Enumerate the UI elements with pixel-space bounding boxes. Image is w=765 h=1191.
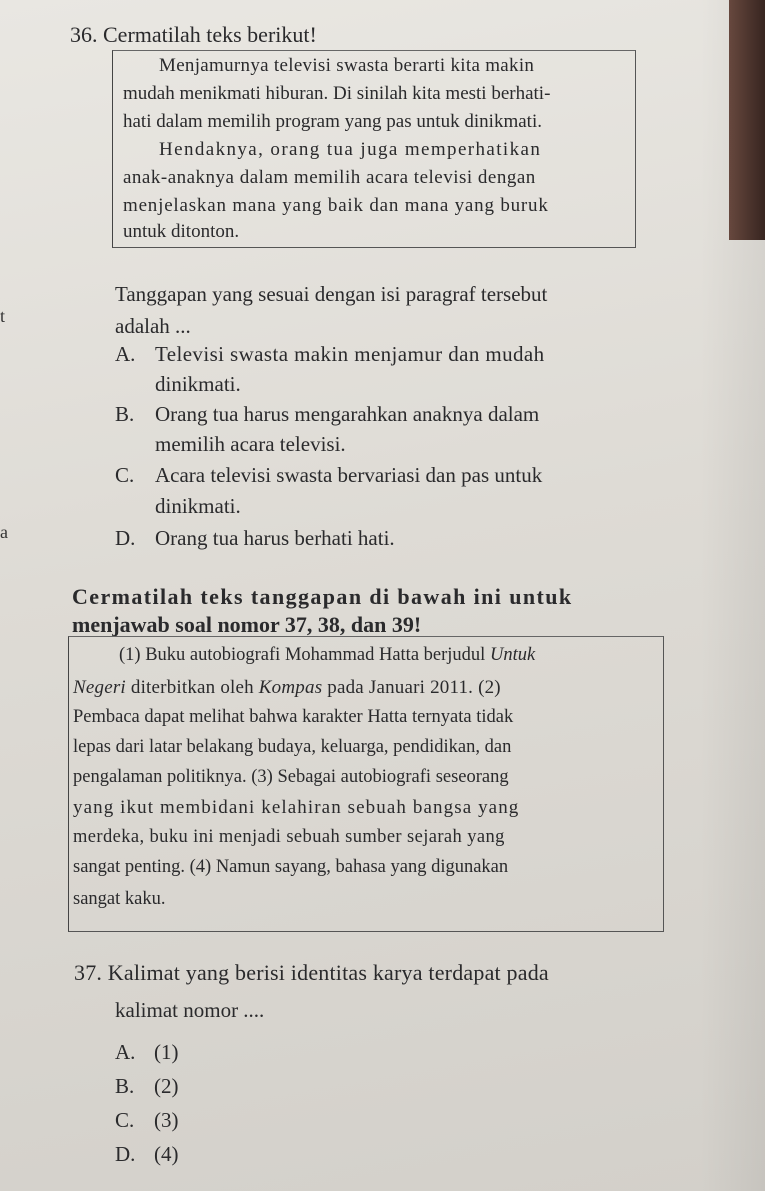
option-text: Acara televisi swasta bervariasi dan pas untuk — [155, 463, 543, 487]
passage-box — [68, 636, 664, 932]
option-letter: A. — [115, 342, 136, 366]
page-shadow — [700, 0, 765, 1191]
passage-line — [73, 677, 501, 699]
option-letter: C. — [115, 463, 135, 487]
option-text: (3) — [154, 1108, 179, 1132]
q36-stem-line: adalah ... — [115, 314, 191, 338]
q36-text-line: menjelaskan mana yang baik dan mana yang buruk — [123, 195, 549, 216]
question-37-stem-line: kalimat nomor .... — [115, 998, 265, 1022]
instruction-line: Cermatilah teks tanggapan di bawah ini untuk — [72, 584, 573, 609]
q36-text-line: Menjamurnya televisi swasta berarti kita makin — [159, 55, 535, 76]
q36-text-line: Hendaknya, orang tua juga memperhatikan — [159, 139, 542, 160]
option-letter: C. — [115, 1108, 135, 1132]
option-text: Orang tua harus berhati hati. — [155, 526, 395, 550]
margin-mark: a — [0, 522, 8, 542]
option-text: dinikmati. — [155, 372, 241, 396]
passage-line1-a: (1) Buku autobiografi Mohammad Hatta berjudul — [119, 645, 490, 665]
q36-text-box — [112, 50, 636, 248]
option-text: (2) — [154, 1074, 179, 1098]
q36-text-line: untuk ditonton. — [123, 221, 240, 242]
passage-line: lepas dari latar belakang budaya, keluarga, pendidikan, dan — [73, 737, 512, 757]
option-letter: B. — [115, 1074, 135, 1098]
passage-line2-b: diterbitkan oleh — [125, 677, 259, 698]
option-letter: B. — [115, 402, 135, 426]
passage-line: merdeka, buku ini menjadi sebuah sumber sejarah yang — [73, 827, 505, 847]
question-36-header: 36. Cermatilah teks berikut! — [70, 22, 317, 47]
passage-line — [119, 645, 535, 666]
option-text: Orang tua harus mengarahkan anaknya dalam — [155, 402, 540, 426]
passage-line1-b: Untuk — [489, 645, 536, 665]
q36-text-line: anak-anaknya dalam memilih acara televisi dengan — [123, 167, 536, 188]
passage-line: sangat penting. (4) Namun sayang, bahasa yang digunakan — [73, 857, 509, 877]
passage-line: yang ikut membidani kelahiran sebuah bangsa yang — [73, 797, 520, 818]
option-letter: A. — [115, 1040, 136, 1064]
margin-mark: t — [0, 306, 6, 326]
q36-text-line: mudah menikmati hiburan. Di sinilah kita mesti berhati- — [123, 83, 551, 104]
passage-line2-c: Kompas — [258, 677, 323, 698]
q36-text-line: hati dalam memilih program yang pas untuk dinikmati. — [123, 111, 542, 132]
option-text: (1) — [154, 1040, 179, 1064]
instruction-line: menjawab soal nomor 37, 38, dan 39! — [72, 612, 422, 637]
passage-line: Pembaca dapat melihat bahwa karakter Hatta ternyata tidak — [73, 707, 514, 727]
option-letter: D. — [115, 1142, 136, 1166]
passage-line: sangat kaku. — [73, 889, 166, 909]
question-37-stem-line: 37. Kalimat yang berisi identitas karya terdapat pada — [74, 960, 549, 985]
option-text: memilih acara televisi. — [155, 432, 346, 456]
option-text: dinikmati. — [155, 494, 241, 518]
passage-line2-d: pada Januari 2011. (2) — [322, 677, 501, 698]
option-letter: D. — [115, 526, 136, 550]
passage-line: pengalaman politiknya. (3) Sebagai autobiografi seseorang — [73, 767, 509, 787]
q36-stem-line: Tanggapan yang sesuai dengan isi paragraf tersebut — [115, 282, 548, 306]
passage-line2-a: Negeri — [73, 677, 126, 698]
option-text: (4) — [154, 1142, 179, 1166]
option-text: Televisi swasta makin menjamur dan mudah — [155, 342, 545, 366]
